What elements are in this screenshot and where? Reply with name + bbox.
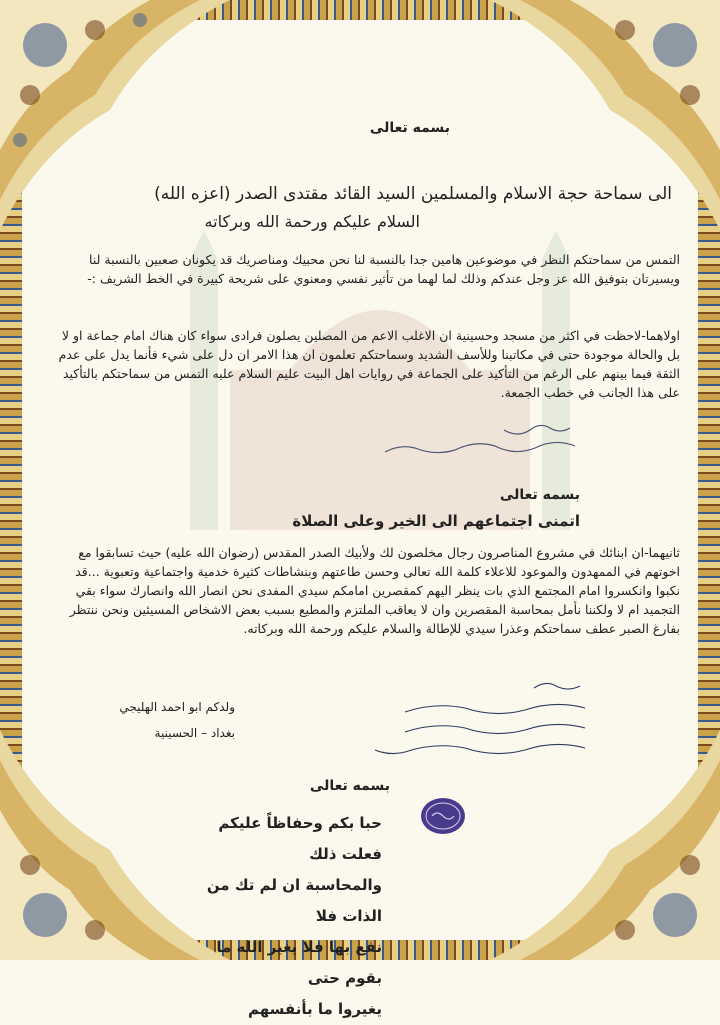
paragraph-intro: التمس من سماحتكم النظر في موضوعين هامين جدا بالنسبة لنا نحن محبيك ومناصريك قد يكونان صعبين بالنسبة لنا ويسيرتان بتوفيق الله عز وجل عندكم وذلك لما لهما من تأثير نفسي ومعنوي على شريحة كبيرة في الخط الشريف :- [87, 252, 680, 286]
seal-stamp [420, 796, 466, 836]
reply2-line-3: نفع بها فلا يغير الله ما بقوم حتى [216, 938, 382, 987]
reply2-line-4: يغيروا ما بأنفسهم [247, 1000, 382, 1018]
handwritten-scribble-1 [380, 418, 580, 458]
reply2-text [182, 808, 382, 1025]
signature-name: ولدكم ابو احمد الهليجي [119, 700, 235, 714]
reply2-line-1: حبا بكم وحفاظاً عليكم فعلت ذلك [218, 814, 382, 863]
signature-place: بغداد – الحسينية [154, 726, 235, 740]
addressee-line: الى سماحة حجة الاسلام والمسلمين السيد القائد مقتدى الصدر (اعزه الله) [154, 184, 672, 204]
reply2-line-2: والمحاسبة ان لم تك من الذات فلا [206, 876, 382, 925]
paragraph-first-issue: اولاهما-لاحظت في اكثر من مسجد وحسينية ان الاغلب الاعم من المصلين يصلون فرادى سواء كان هناك امام جماعة او لا بل والحالة موجودة حتى في مكاتبنا وللأسف الشديد وسماحتكم تعلمون ان هذا الامر ان دل على شيء فأنما يدل على عدم الثقة فيما بينهم على الرغم من التأكيد على الجماعة في روايات اهل البيت عليم السلام عليه التمس من سماحتكم بالتأكيد على هذا الجانب في خطب الجمعة. [58, 328, 680, 400]
handwritten-scribble-2 [360, 676, 590, 772]
reply1-text: اتمنى اجتماعهم الى الخير وعلى الصلاة [292, 512, 580, 530]
paragraph-second-issue: ثانيهما-ان ابنائك في مشروع المناصرون رجال مخلصون لك ولأبيك الصدر المقدس (رضوان الله عليه) حيث تسابقوا مع اخوتهم في الممهدون والموعود للاعلاء كلمة الله تعالى وحسن طاعتهم وبنشاطات كثيرة خدمية واجتماعية وتعبوية ...قد نكبوا وانكسروا امام المجتمع الذي بات ينظر اليهم كمقصرين امامكم سيدي المفدى نحن انصار الله وانصارك سواء بقي التجميد ام لا ولكننا نأمل بمحاسبة المقصرين وان لا يعاقب الملتزم والمطيع بسبب بعض الاشخاص المسيئين ونحن ننتظر بفارغ الصبر عطف سماحتكم وعذرا سيدي للإطالة والسلام عليكم ورحمة الله وبركاته. [69, 545, 680, 636]
letter-heading: بسمه تعالى [369, 120, 450, 136]
reply2-heading: بسمه تعالى [309, 778, 390, 794]
salutation-line: السلام عليكم ورحمة الله وبركاته [204, 212, 420, 231]
reply1-heading: بسمه تعالى [499, 487, 580, 503]
